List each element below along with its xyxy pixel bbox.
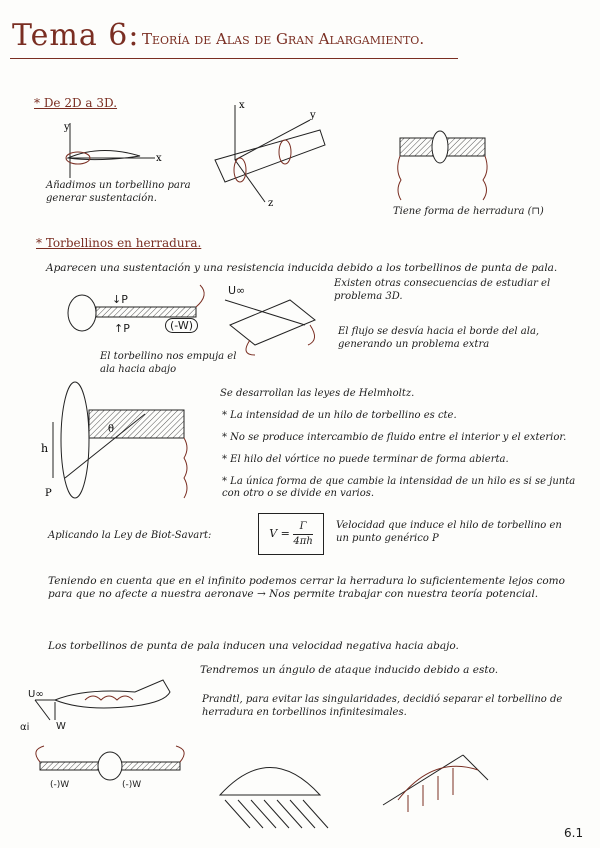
- formula-denominator: 4πh: [293, 535, 313, 547]
- label-right-w: (-)W: [122, 780, 142, 790]
- helmholtz-bullet-3: * El hilo del vórtice no puede terminar de forma abierta.: [222, 454, 509, 465]
- horseshoe-vortex-diagram: [40, 378, 200, 508]
- formula-lhs: V =: [269, 527, 290, 540]
- airfoil-sketch: [40, 118, 170, 188]
- label-left-w: (-)W: [50, 780, 70, 790]
- wing-side-sketch: [60, 285, 210, 345]
- helmholtz-intro: Se desarrollan las leyes de Helmholtz.: [220, 388, 415, 399]
- axis-x-3d: x: [239, 100, 245, 111]
- herradura-intro: Aparecen una sustentación y una resistencia inducida debido a los torbellinos de punta de pala.: [46, 262, 558, 274]
- vortex-sheet-sketch: [378, 740, 498, 825]
- helmholtz-bullet-2: * No se produce intercambio de fluido entre el interior y el exterior.: [222, 432, 567, 443]
- section-heading-herradura: * Torbellinos en herradura.: [36, 236, 202, 250]
- label-w: (-W): [165, 318, 198, 333]
- label-theta: θ: [108, 424, 115, 435]
- label-uinf-bottom: U∞: [28, 689, 44, 700]
- label-w-bottom: W: [56, 721, 66, 732]
- formula-numerator: Γ: [293, 520, 312, 535]
- title-underline: [10, 58, 458, 59]
- wing-downwash-sketch: [30, 740, 190, 800]
- helmholtz-bullet-1: * La intensidad de un hilo de torbellino es cte.: [222, 410, 457, 421]
- axis-x-label: x: [156, 153, 162, 164]
- label-p: P: [45, 488, 52, 499]
- note-3d: Existen otras consecuencias de estudiar el problema 3D.: [334, 278, 551, 302]
- left-caption-2d: Añadimos un torbellino para generar sustentación.: [46, 180, 191, 204]
- axis-z-3d: z: [268, 198, 274, 209]
- paragraph-angulo: Tendremos un ángulo de ataque inducido debido a esto.: [200, 664, 499, 676]
- helmholtz-bullet-4: * La única forma de que cambie la intensidad de un hilo es si se junta con otro o se divide en varios.: [222, 476, 576, 499]
- label-h: h: [41, 442, 49, 455]
- axis-y-label: y: [64, 122, 70, 133]
- label-uinf: U∞: [228, 284, 246, 297]
- aircraft-sketch: [15, 672, 185, 737]
- page-title: Tema 6:: [12, 18, 140, 53]
- paragraph-prandtl: Prandtl, para evitar las singularidades, decidió separar el torbellino de herradura en torbellinos infinitesimales.: [202, 694, 563, 718]
- section-heading-2d-3d: * De 2D a 3D.: [34, 96, 118, 110]
- label-alpha-i: αi: [20, 722, 30, 733]
- biot-savart-formula: [258, 513, 324, 555]
- biot-savart-note: Velocidad que induce el hilo de torbellino en un punto genérico P: [336, 520, 562, 544]
- lift-distribution-sketch: [210, 750, 340, 835]
- axis-y-3d: y: [310, 110, 316, 121]
- page-subtitle: Teoría de Alas de Gran Alargamiento.: [142, 30, 425, 48]
- label-p-up: ↑P: [114, 322, 130, 335]
- label-p-down: ↓P: [112, 293, 128, 306]
- page-number: 6.1: [564, 826, 584, 840]
- note-flow: El flujo se desvía hacia el borde del ala, generando un problema extra: [338, 326, 540, 350]
- right-caption-2d: Tiene forma de herradura (⊓): [393, 206, 544, 217]
- paragraph-punta-pala: Los torbellinos de punta de pala inducen una velocidad negativa hacia abajo.: [48, 640, 459, 652]
- torbellino-caption: El torbellino nos empuja el ala hacia abajo: [100, 351, 237, 375]
- biot-savart-lead: Aplicando la Ley de Biot-Savart:: [48, 530, 212, 541]
- horseshoe-sketch: [395, 130, 495, 205]
- wing-3d-sketch: [210, 100, 330, 210]
- paragraph-infinito: Teniendo en cuenta que en el infinito podemos cerrar la herradura lo suficientemente lejos como para que no afecte a nuestra aeronave → Nos permite trabajar con nuestra teoría potencial.: [48, 575, 565, 601]
